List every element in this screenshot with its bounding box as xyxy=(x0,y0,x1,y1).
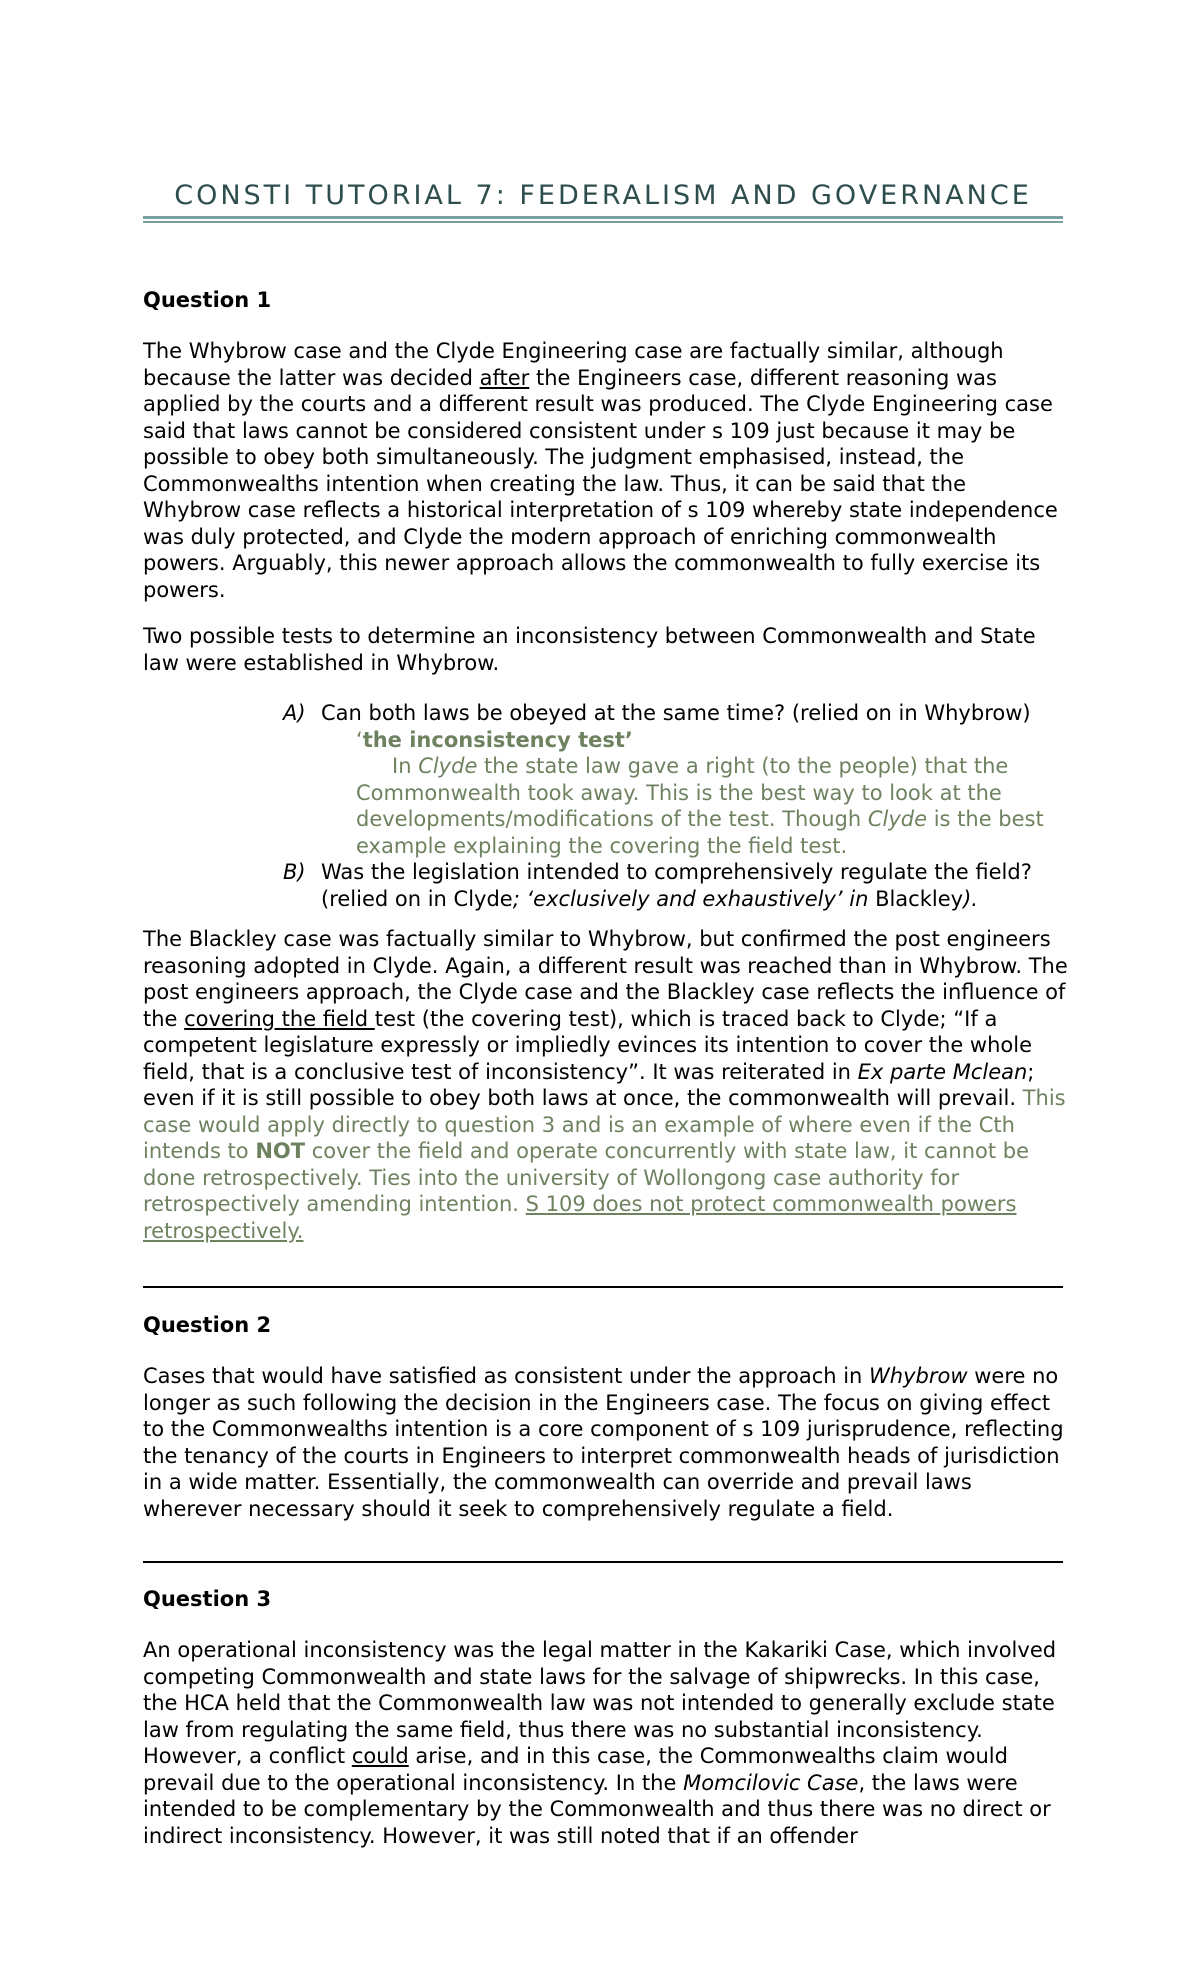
section-divider-2 xyxy=(143,1561,1063,1563)
title-underline-second xyxy=(143,221,1063,223)
tests-list xyxy=(143,700,1068,912)
question-3-paragraph: An operational inconsistency was the legal matter in the Kakariki Case, which involved competing Commonwealth and state laws for the salvage of shipwrecks. In this case, the HCA held that the Commonwealth law was not intended to generally exclude state law from regulating the same field, thus there was no substantial inconsistency. However, a conflict could arise, and in this case, the Commonwealths claim would prevail due to the operational inconsistency. In the Momcilovic Case, the laws were intended to be complementary by the Commonwealth and thus there was no direct or indirect inconsistency. However, it was still noted that if an offender xyxy=(143,1638,1057,1848)
list-item-b xyxy=(143,859,1068,912)
question-3-heading: Question 3 xyxy=(143,1587,272,1611)
question-2-paragraph: Cases that would have satisfied as consistent under the approach in Whybrow were no longer as such following the decision in the Engineers case. The focus on giving effect to the Commonwealths intention is a core component of s 109 jurisprudence, reflecting the tenancy of the courts in Engineers to interpret commonwealth heads of jurisdiction in a wide matter. Essentially, the commonwealth can override and prevail laws wherever necessary should it seek to comprehensively regulate a field. xyxy=(143,1364,1064,1521)
list-item-b-text: Was the legislation intended to comprehensively regulate the field? (relied on in Clyde; ‘exclusively and exhaustively’ in Blackley). xyxy=(321,860,1032,911)
list-item-a xyxy=(143,700,1068,727)
inconsistency-test-note xyxy=(356,727,1061,860)
question-1-paragraph-2: Two possible tests to determine an inconsistency between Commonwealth and State law were established in Whybrow. xyxy=(143,624,1036,675)
inconsistency-test-comment: In Clyde the state law gave a right (to the people) that the Commonwealth took away. This is the best way to look at the developments/modifications of the test. Though Clyde is the best example explaining the covering the field test. xyxy=(356,754,1044,858)
list-marker-a: A) xyxy=(283,701,306,725)
question-1-paragraph-1: The Whybrow case and the Clyde Engineering case are factually similar, although because the latter was decided after the Engineers case, different reasoning was applied by the courts and a different result was produced. The Clyde Engineering case said that laws cannot be considered consistent under s 109 just because it may be possible to obey both simultaneously. The judgment emphasised, instead, the Commonwealths intention when creating the law. Thus, it can be said that the Whybrow case reflects a historical interpretation of s 109 whereby state independence was duly protected, and Clyde the modern approach of enriching commonwealth powers. Arguably, this newer approach allows the commonwealth to fully exercise its powers. xyxy=(143,339,1058,602)
question-2-heading: Question 2 xyxy=(143,1313,272,1337)
list-marker-b: B) xyxy=(283,860,306,884)
question-1-paragraph-3: The Blackley case was factually similar to Whybrow, but confirmed the post engineers reasoning adopted in Clyde. Again, a different result was reached than in Whybrow. The post engineers approach, the Clyde case and the Blackley case reflects the influence of the covering the field test (the covering test), which is traced back to Clyde; “If a competent legislature expressly or impliedly evinces its intention to cover the whole field, that is a conclusive test of inconsistency”. It was reiterated in Ex parte Mclean; even if it is still possible to obey both laws at once, the commonwealth will prevail. This case would apply directly to question 3 and is an example of where even if the Cth intends to NOT cover the field and operate concurrently with state law, it cannot be done retrospectively. Ties into the university of Wollongong case authority for retrospectively amending intention. S 109 does not protect commonwealth powers retrospectively. xyxy=(143,927,1068,1243)
title-underline xyxy=(143,216,1063,219)
document-title: CONSTI TUTORIAL 7: FEDERALISM AND GOVERNANCE xyxy=(174,180,1032,211)
inconsistency-test-heading: ‘the inconsistency test’ xyxy=(356,727,633,752)
section-divider-1 xyxy=(143,1286,1063,1288)
list-item-a-text: Can both laws be obeyed at the same time? (relied on in Whybrow) xyxy=(321,701,1031,725)
question-1-heading: Question 1 xyxy=(143,288,272,312)
